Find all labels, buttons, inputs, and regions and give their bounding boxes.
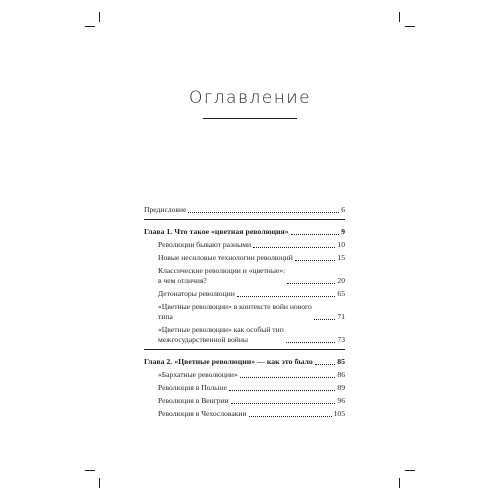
toc-page-number: 86 xyxy=(337,370,345,379)
toc-entry-preface[interactable] xyxy=(144,205,345,215)
dot-leader xyxy=(253,247,335,248)
toc-entry[interactable] xyxy=(158,383,345,393)
section-divider xyxy=(144,219,345,220)
crop-mark-bottom-right-h xyxy=(405,470,415,471)
toc-entry[interactable] xyxy=(158,240,345,250)
toc-entry-text: Революция в Польше xyxy=(158,383,227,392)
dot-leader xyxy=(291,234,339,235)
dot-leader xyxy=(314,319,336,320)
crop-mark-top-left-v xyxy=(99,12,100,22)
toc-entry[interactable] xyxy=(158,370,345,380)
toc-entry-text: Глава 2. «Цветные революции» — как это было xyxy=(144,357,313,366)
toc-chapter-1[interactable] xyxy=(144,227,345,237)
table-of-contents xyxy=(144,205,345,422)
crop-mark-bottom-left-v xyxy=(99,478,100,488)
toc-page-number: 89 xyxy=(337,383,345,392)
toc-entry-text: «Цветные революции» как особый тип межгосударственной войны xyxy=(158,325,284,344)
toc-page-number: 6 xyxy=(341,205,345,214)
toc-entry[interactable] xyxy=(158,266,345,286)
toc-page-number: 96 xyxy=(337,396,345,405)
dot-leader xyxy=(240,377,336,378)
toc-entry[interactable] xyxy=(158,325,345,345)
toc-entry-text: Революция в Чехословакии xyxy=(158,409,247,418)
toc-entry[interactable] xyxy=(158,409,345,419)
toc-page-number: 20 xyxy=(337,276,345,285)
toc-page-number: 73 xyxy=(337,335,345,344)
toc-entry-text: «Бархатные революции» xyxy=(158,370,238,379)
toc-entry-text: «Цветные революции» в контексте войн нового типа xyxy=(158,302,312,321)
toc-entry[interactable] xyxy=(158,396,345,406)
toc-entry[interactable] xyxy=(158,253,345,263)
dot-leader xyxy=(295,260,336,261)
toc-page-number: 10 xyxy=(337,240,345,249)
crop-mark-top-left-h xyxy=(85,26,95,27)
crop-mark-top-right-v xyxy=(399,12,400,22)
toc-chapter-2[interactable] xyxy=(144,357,345,367)
dot-leader xyxy=(315,364,335,365)
toc-page-number: 105 xyxy=(333,409,345,418)
toc-entry-text: Новые несиловые технологии революций xyxy=(158,253,293,262)
dot-leader xyxy=(286,342,336,343)
toc-entry-text: Детонаторы революции xyxy=(158,289,235,298)
dot-leader xyxy=(229,390,336,391)
crop-mark-top-right-h xyxy=(405,26,415,27)
page-title: Оглавление xyxy=(188,88,312,108)
toc-page-number: 9 xyxy=(341,227,345,236)
title-underline xyxy=(203,118,297,119)
toc-entry-text: Предисловие xyxy=(144,205,187,214)
crop-mark-bottom-left-h xyxy=(85,470,95,471)
toc-entry[interactable] xyxy=(158,302,345,322)
crop-mark-bottom-right-v xyxy=(399,478,400,488)
toc-page-number: 15 xyxy=(337,253,345,262)
toc-page-number: 65 xyxy=(337,289,345,298)
toc-entry-text: Революция в Венгрии xyxy=(158,396,229,405)
toc-page-number: 71 xyxy=(337,312,345,321)
dot-leader xyxy=(231,403,336,404)
toc-entry-text: Классические революции и «цветные»: в чем отличия? xyxy=(158,266,286,285)
section-divider xyxy=(144,349,345,350)
dot-leader xyxy=(287,283,335,284)
toc-page-number: 85 xyxy=(337,357,345,366)
dot-leader xyxy=(237,296,336,297)
toc-entry[interactable] xyxy=(158,289,345,299)
toc-entry-text: Революции бывают разными xyxy=(158,240,252,249)
dot-leader xyxy=(249,416,332,417)
toc-entry-text: Глава 1. Что такое «цветная революция» xyxy=(144,227,289,236)
dot-leader xyxy=(188,212,339,213)
